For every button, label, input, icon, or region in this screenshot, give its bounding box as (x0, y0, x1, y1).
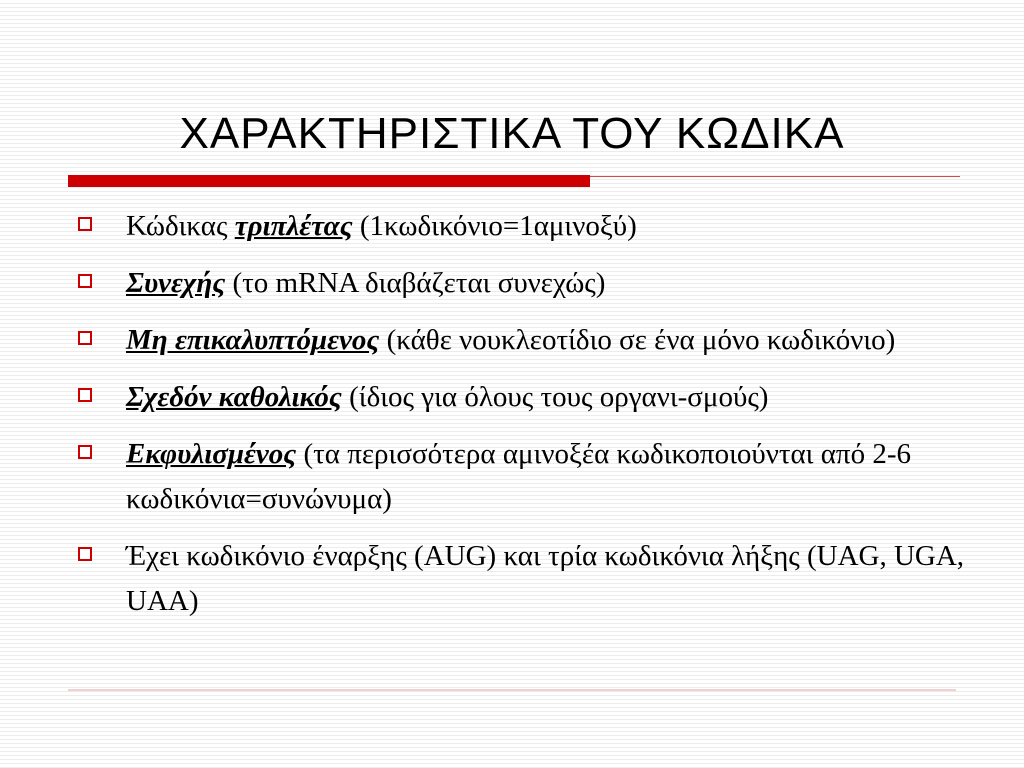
bullet-text: (ίδιος για όλους τους οργανι-σμούς) (341, 381, 769, 413)
bullet-item (74, 204, 1004, 249)
bullet-text: (τα περισσότερα αμινοξέα κωδικοποιούνται από 2-6 κωδικόνια=συνώνυμα) (126, 438, 911, 515)
bullet-text: (κάθε νουκλεοτίδιο σε ένα μόνο κωδικόνιο) (379, 324, 896, 356)
bullet-emphasis: Εκφυλισμένος (126, 438, 297, 470)
bullet-item (74, 261, 1004, 306)
bullet-lead: Έχει κωδικόνιο έναρξης (AUG) και τρία κωδικόνια λήξης (UAG, UGA, UAA) (126, 540, 965, 617)
footer-divider (68, 689, 956, 691)
title-underline-red (68, 175, 590, 187)
bullet-text: (το mRNA διαβάζεται συνεχώς) (225, 267, 606, 299)
title-underline-thin (590, 176, 960, 177)
bullet-text: (1κωδικόνιο=1αμινοξύ) (352, 210, 637, 242)
hollow-square-icon (78, 274, 92, 288)
hollow-square-icon (78, 331, 92, 345)
bullet-emphasis: τριπλέτας (234, 210, 353, 242)
bullet-lead: Κώδικας (126, 210, 235, 242)
bullet-item (74, 432, 1004, 522)
bullet-emphasis: Μη επικαλυπτόμενος (126, 324, 380, 356)
hollow-square-icon (78, 547, 92, 561)
hollow-square-icon (78, 445, 92, 459)
hollow-square-icon (78, 388, 92, 402)
hollow-square-icon (78, 217, 92, 231)
slide-title: ΧΑΡΑΚΤΗΡΙΣΤΙΚΑ ΤΟΥ ΚΩΔΙΚΑ (179, 109, 845, 158)
bullet-list (74, 204, 1004, 636)
bullet-item (74, 375, 1004, 420)
bullet-item (74, 318, 1004, 363)
bullet-emphasis: Σχεδόν καθολικός (126, 381, 342, 413)
bullet-item (74, 534, 1004, 624)
bullet-emphasis: Συνεχής (126, 267, 226, 299)
